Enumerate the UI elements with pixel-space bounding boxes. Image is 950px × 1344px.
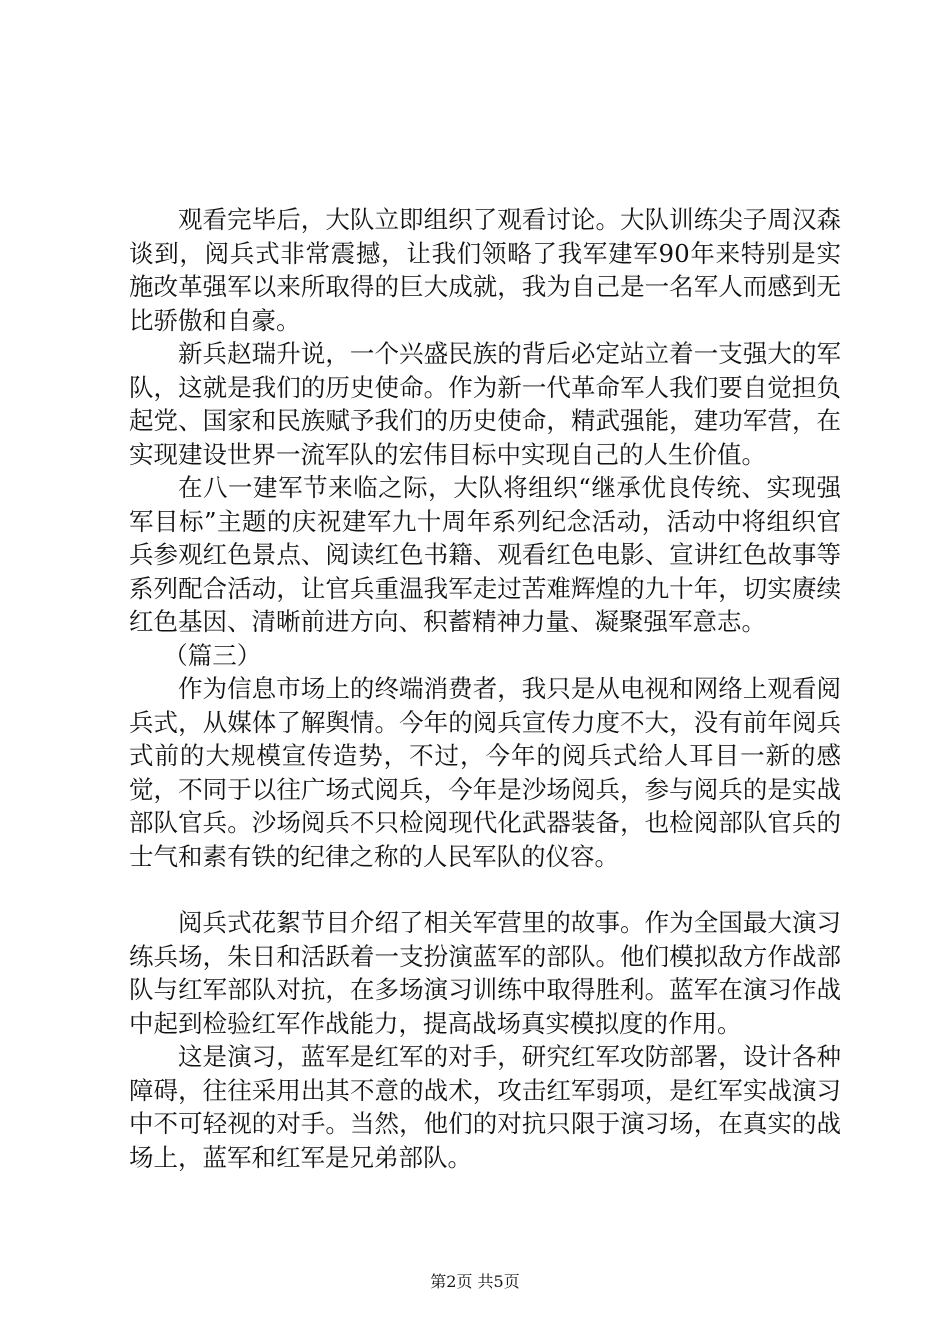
paragraph-blue-army: 阅兵式花絮节目介绍了相关军营里的故事。作为全国最大演习练兵场，朱日和活跃着一支扮演蓝军的部队。他们模拟敌方作战部队与红军部队对抗，在多场演习训练中取得胜利。蓝军在演习作战中起到检验红军作战能力，提高战场真实模拟度的作用。 [129,908,841,1038]
paragraph-exercise-opponent: 这是演习，蓝军是红军的对手，研究红军攻防部署，设计各种障碍，往往采用出其不意的战术，攻击红军弱项，是红军实战演习中不可轻视的对手。当然，他们的对抗只限于演习场，在真实的战场上，蓝军和红军是兄弟部队。 [129,1042,841,1172]
page-number-footer: 第2页 共5页 [430,1272,520,1291]
paragraph-parade-viewing: 作为信息市场上的终端消费者，我只是从电视和网络上观看阅兵式，从媒体了解舆情。今年的阅兵宣传力度不大，没有前年阅兵式前的大规模宣传造势，不过，今年的阅兵式给人耳目一新的感觉，不同于以往广场式阅兵，今年是沙场阅兵，参与阅兵的是实战部队官兵。沙场阅兵不只检阅现代化武器装备，也检阅部队官兵的士气和素有铁的纪律之称的人民军队的仪容。 [129,674,841,871]
paragraph-army-day-activities: 在八一建军节来临之际，大队将组织“继承优良传统、实现强军目标”主题的庆祝建军九十周年系列纪念活动，活动中将组织官兵参观红色景点、阅读红色书籍、观看红色电影、宣讲红色故事等系列配合活动，让官兵重温我军走过苦难辉煌的九十年，切实赓续红色基因、清晰前进方向、积蓄精神力量、凝聚强军意志。 [129,473,841,636]
paragraph-recruit-remarks: 新兵赵瑞升说，一个兴盛民族的背后必定站立着一支强大的军队，这就是我们的历史使命。作为新一代革命军人我们要自觉担负起党、国家和民族赋予我们的历史使命，精武强能，建功军营，在实现建设世界一流军队的宏伟目标中实现自己的人生价值。 [129,339,841,469]
section-heading: （篇三） [163,640,262,670]
document-body [129,203,841,1174]
paragraph-review-discussion: 观看完毕后，大队立即组织了观看讨论。大队训练尖子周汉森谈到，阅兵式非常震撼，让我们领略了我军建军90年来特别是实施改革强军以来所取得的巨大成就，我为自己是一名军人而感到无比骄傲和自豪。 [129,205,841,335]
